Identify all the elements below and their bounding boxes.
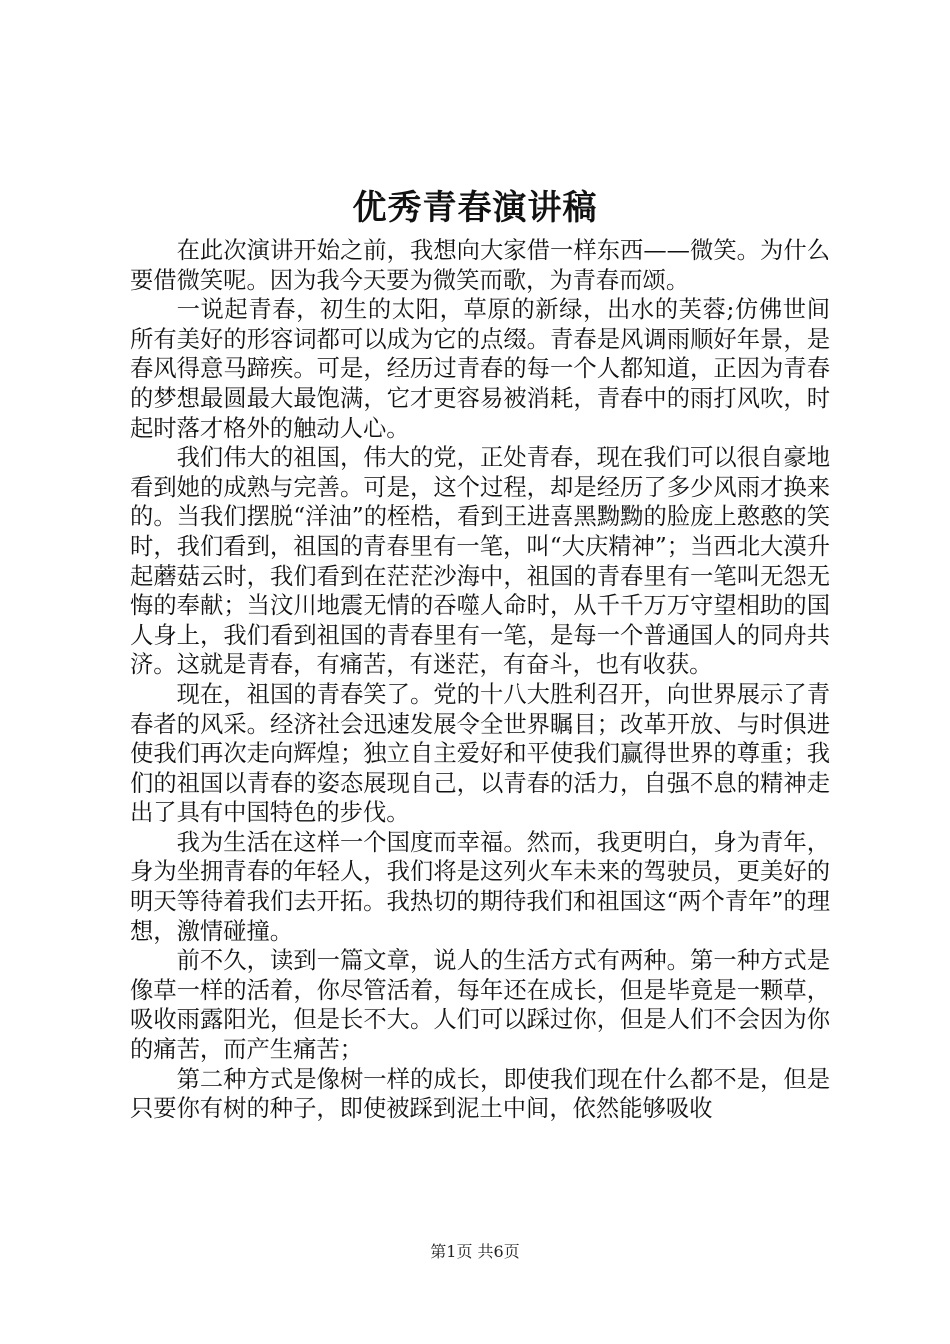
paragraph-6: 前不久，读到一篇文章，说人的生活方式有两种。第一种方式是像草一样的活着，你尽管活着，每年还在成长，但是毕竟是一颗草，吸收雨露阳光，但是长不大。人们可以踩过你，但是人们不会因为你的痛苦，而产生痛苦； xyxy=(130,947,830,1064)
document-title: 优秀青春演讲稿 xyxy=(352,188,598,228)
page-number-footer: 第1页 共6页 xyxy=(430,1242,520,1261)
paragraph-4: 现在，祖国的青春笑了。党的十八大胜利召开，向世界展示了青春者的风采。经济社会迅速发展令全世界瞩目；改革开放、与时俱进使我们再次走向辉煌；独立自主爱好和平使我们赢得世界的尊重；我们的祖国以青春的姿态展现自己，以青春的活力，自强不息的精神走出了具有中国特色的步伐。 xyxy=(130,680,830,827)
paragraph-2: 一说起青春，初生的太阳，草原的新绿，出水的芙蓉;仿佛世间所有美好的形容词都可以成为它的点缀。青春是风调雨顺好年景，是春风得意马蹄疾。可是，经历过青春的每一个人都知道，正因为青春的梦想最圆最大最饱满，它才更容易被消耗，青春中的雨打风吹，时起时落才格外的触动人心。 xyxy=(130,296,830,442)
document-body xyxy=(130,236,830,1124)
paragraph-3: 我们伟大的祖国，伟大的党，正处青春，现在我们可以很自豪地看到她的成熟与完善。可是，这个过程，却是经历了多少风雨才换来的。当我们摆脱“洋油”的桎梏，看到王进喜黑黝黝的脸庞上憨憨的笑时，我们看到，祖国的青春里有一笔，叫“大庆精神”；当西北大漠升起蘑菇云时，我们看到在茫茫沙海中，祖国的青春里有一笔叫无怨无悔的奉献；当汶川地震无情的吞噬人命时，从千千万万守望相助的国人身上，我们看到祖国的青春里有一笔，是每一个普通国人的同舟共济。这就是青春，有痛苦，有迷茫，有奋斗，也有收获。 xyxy=(130,444,830,679)
paragraph-1: 在此次演讲开始之前，我想向大家借一样东西——微笑。为什么要借微笑呢。因为我今天要为微笑而歌，为青春而颂。 xyxy=(130,237,830,294)
paragraph-5: 我为生活在这样一个国度而幸福。然而，我更明白，身为青年，身为坐拥青春的年轻人，我们将是这列火车未来的驾驶员，更美好的明天等待着我们去开拓。我热切的期待我们和祖国这“两个青年”的理想，激情碰撞。 xyxy=(130,828,830,945)
paragraph-7: 第二种方式是像树一样的成长，即使我们现在什么都不是，但是只要你有树的种子，即使被踩到泥土中间，依然能够吸收 xyxy=(130,1065,830,1123)
